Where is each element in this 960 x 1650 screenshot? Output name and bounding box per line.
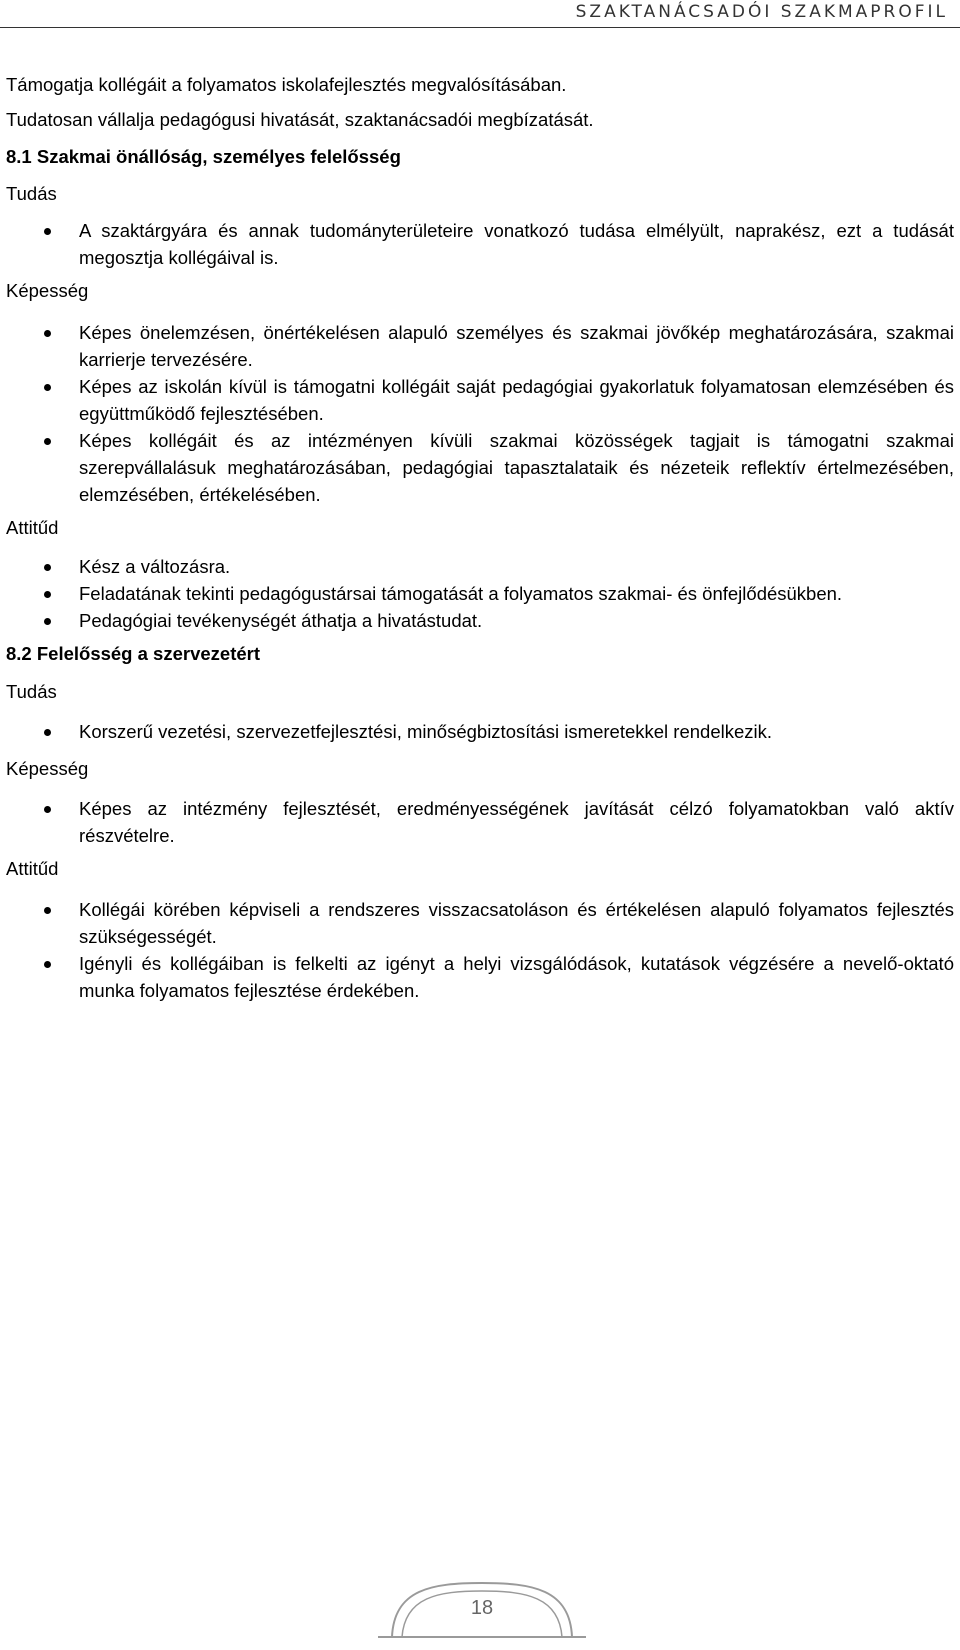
- bullet-icon: [44, 228, 51, 235]
- bullet-icon: [44, 591, 51, 598]
- s1-attitud-label: Attitűd: [6, 517, 59, 538]
- s2-kepesseg-label: Képesség: [6, 758, 89, 779]
- bullet-icon: [44, 907, 51, 914]
- s2-tudas-list: [6, 718, 956, 745]
- list-item: Képes az iskolán kívül is támogatni kollégáit saját pedagógiai gyakorlatuk folyamatosan elemzésében és együttműködő fejlesztésében.: [6, 373, 956, 427]
- list-item: Korszerű vezetési, szervezetfejlesztési, minőségbiztosítási ismeretekkel rendelkezik.: [6, 718, 956, 745]
- bullet-icon: [44, 618, 51, 625]
- intro-line-2: Tudatosan vállalja pedagógusi hivatását, szaktanácsadói megbízatását.: [6, 109, 594, 130]
- list-item: Képes kollégáit és az intézményen kívüli szakmai közösségek tagjait is támogatni szakmai szerepvállalásuk meghatározásában, pedagógiai tapasztalataik és nézeteik reflektív értelmezésében, elemzésében, értékelésében.: [6, 427, 956, 508]
- document-body: [6, 70, 956, 1004]
- bullet-icon: [44, 806, 51, 813]
- s2-tudas-label: Tudás: [6, 681, 57, 702]
- section-heading-8-1: 8.1 Szakmai önállóság, személyes felelősség: [6, 146, 401, 167]
- s1-kepesseg-label: Képesség: [6, 280, 89, 301]
- page-header: [0, 0, 960, 27]
- bullet-icon: [44, 438, 51, 445]
- s2-kepesseg-list: [6, 795, 956, 849]
- list-item: Feladatának tekinti pedagógustársai támogatását a folyamatos szakmai- és önfejlődésükben.: [6, 580, 956, 607]
- intro-line-1: Támogatja kollégáit a folyamatos iskolafejlesztés megvalósításában.: [6, 74, 567, 95]
- bullet-icon: [44, 961, 51, 968]
- list-item: Kész a változásra.: [6, 553, 956, 580]
- s1-kepesseg-list: [6, 319, 956, 508]
- s2-attitud-list: [6, 896, 956, 1004]
- list-item: Igényli és kollégáiban is felkelti az igényt a helyi vizsgálódások, kutatások végzésére a nevelő-oktató munka folyamatos fejlesztése érdekében.: [6, 950, 956, 1004]
- list-item: Képes önelemzésen, önértékelésen alapuló személyes és szakmai jövőkép meghatározására, szakmai karrierje tervezésére.: [6, 319, 956, 373]
- s2-attitud-label: Attitűd: [6, 858, 59, 879]
- s1-tudas-list: [6, 217, 956, 271]
- list-item: Pedagógiai tevékenységét áthatja a hivatástudat.: [6, 607, 956, 634]
- section-heading-8-2: 8.2 Felelősség a szervezetért: [6, 643, 261, 664]
- bullet-icon: [44, 564, 51, 571]
- list-item: Képes az intézmény fejlesztését, eredményességének javítását célzó folyamatokban való aktív részvételre.: [6, 795, 956, 849]
- s1-attitud-list: [6, 553, 956, 634]
- bullet-icon: [44, 384, 51, 391]
- s1-tudas-label: Tudás: [6, 183, 57, 204]
- page-number: 18: [470, 1597, 494, 1619]
- list-item: Kollégái körében képviseli a rendszeres visszacsatoláson és értékelésen alapuló folyamatos fejlesztés szükségességét.: [6, 896, 956, 950]
- header-divider: [0, 27, 960, 28]
- bullet-icon: [44, 729, 51, 736]
- list-item: A szaktárgyára és annak tudományterületeire vonatkozó tudása elmélyült, naprakész, ezt a tudását megosztja kollégáival is.: [6, 217, 956, 271]
- header-title: SZAKTANÁCSADÓI SZAKMAPROFIL: [575, 2, 948, 22]
- bullet-icon: [44, 330, 51, 337]
